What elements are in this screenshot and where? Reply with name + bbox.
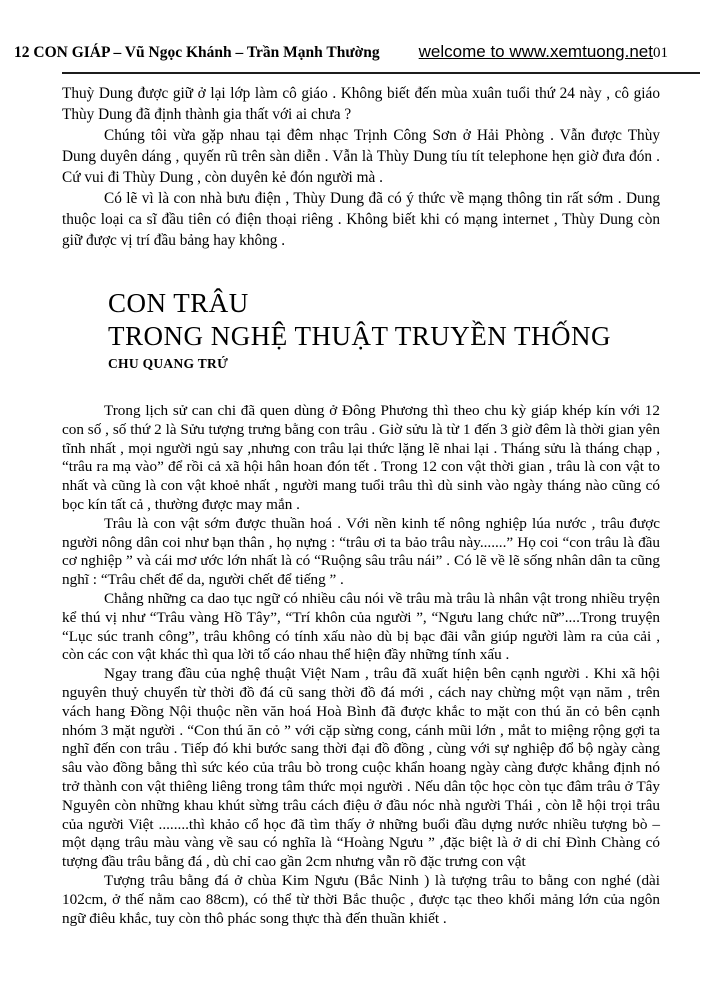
article-paragraph: Ngay trang đầu của nghệ thuật Việt Nam , trâu đã xuất hiện bên cạnh người . Khi xã hội nguyên thuỷ chuyển từ thời đồ đá cũ sang thời đồ đá mới , cách nay chừng một vạn năm , trên vách hang Đồng Nội thuộc nền văn hoá Hoà Bình đã được khắc to mặt con thú ăn cỏ bên cạnh nhóm 3 mặt người . “Con thú ăn cỏ ” với cặp sừng cong, cánh mũi lớn , mắt to miệng rộng gợi ta nghĩ đến con trâu . Tiếp đó khi bước sang thời đại đồ đồng , cùng với sự nghiệp đổ bộ ngày càng sâu vào đồng bằng thì sức kéo của trâu bò trong cuộc khẩn hoang ngày càng được khẳng định nó trở thành con vật thiêng liêng trong tâm thức mọi người . Nếu dân tộc học còn tục đâm trâu ở Tây Nguyên còn những khau khút sừng trâu cách điệu ở đầu nóc nhà người Thái , còn lễ hội trọi trâu của người Việt ........thì khảo cổ học đã tìm thấy ở những buổi đầu dựng nước nhiều tượng bò – một dạng trâu màu vàng về sau có nghĩa là “Hoàng Ngưu ” ,đặc biệt là ở di chỉ Đình Chàng có tượng đầu trâu bằng đá , dù chỉ cao gần 2cm nhưng vẫn rõ đặc trưng con vật [62,665,660,871]
page-content [62,83,660,928]
article-paragraph: Trâu là con vật sớm được thuần hoá . Với nền kinh tế nông nghiệp lúa nước , trâu được người nông dân coi như bạn thân , họ nựng : “trâu ơi ta bảo trâu này.......” Họ coi “con trâu là đầu cơ nghiệp ” và cái mơ ước lớn nhất là có “Ruộng sâu trâu nái” . Có lẽ về lẽ sống nhân dân ta cũng nghĩ : “Trâu chết để da, người chết để tiếng ” . [62,514,660,589]
book-title: 12 CON GIÁP – Vũ Ngọc Khánh – Trần Mạnh Thường [14,44,380,61]
intro-paragraph: Có lẽ vì là con nhà bưu điện , Thùy Dung đã có ý thức về mạng thông tin rất sớm . Dung thuộc loại ca sĩ đầu tiên có điện thoại riêng . Không biết khi có mạng internet , Thùy Dung còn giữ được vị trí đầu bảng hay không . [62,190,660,249]
article-paragraph: Tượng trâu bằng đá ở chùa Kim Ngưu (Bắc Ninh ) là tượng trâu to bằng con nghé (dài 102cm, ở thế nằm cao 88cm), có thể từ thời Bắc thuộc , được tạc theo khối mảng lớn của ngôn ngữ điêu khắc, tuy còn thô phác song thực thà đến thuần khiết . [62,871,660,927]
intro-paragraph: Chúng tôi vừa gặp nhau tại đêm nhạc Trịnh Công Sơn ở Hải Phòng . Vẫn được Thùy Dung duyên dáng , quyến rũ trên sàn diễn . Vẫn là Thùy Dung tíu tít telephone hẹn giờ đưa đón . Cứ vui đi Thùy Dung , còn duyên kẻ đón người mà . [62,127,660,186]
intro-section [62,83,660,251]
page-header [14,42,668,62]
header-right-group [419,42,668,62]
article-title-line2: TRONG NGHỆ THUẬT TRUYỀN THỐNG [108,321,611,351]
header-divider [62,72,700,74]
website-link[interactable]: welcome to www.xemtuong.net [418,42,653,61]
page-number: 01 [653,45,668,61]
article-title-block [108,287,660,372]
article-author: CHU QUANG TRỨ [108,356,229,371]
article-paragraph: Chẳng những ca dao tục ngữ có nhiều câu nói về trâu mà trâu là nhân vật trong nhiều tryện kể thú vị như “Trâu vàng Hồ Tây”, “Trí khôn của người ”, “Ngưu lang chức nữ”....Trong truyện “Lục súc tranh công”, trâu không có tính xấu nào dù bị bạc đãi vẫn giúp người làm ra của cải , còn các con vật khác thì qua lời tố cáo nhau thể hiện đầy những tính xấu . [62,589,660,664]
article-body [62,402,660,928]
article-title-line1: CON TRÂU [108,288,249,318]
article-paragraph: Trong lịch sử can chi đã quen dùng ở Đông Phương thì theo chu kỳ giáp khép kín với 12 con số , số thứ 2 là Sửu tượng trưng bằng con trâu . Giờ sửu là từ 1 đến 3 giờ đêm là thời gian yên tĩnh nhất , mọi người ngủ say ,nhưng con trâu lại thức lặng lẽ nhai lại . Tháng sửu là tháng chạp , “trâu ra mạ vào” để rồi cả xã hội hân hoan đón tết . Trong 12 con vật thời gian , trâu là con vật to nhất và cũng là con vật khoẻ nhất , người mang tuổi trâu thì dù sinh vào ngày tháng nào cũng có bọc kín tất cả , thường được may mắn . [62,402,660,513]
intro-paragraph: Thuỳ Dung được giữ ở lại lớp làm cô giáo . Không biết đến mùa xuân tuổi thứ 24 này , cô giáo Thùy Dung đã định thành gia thất với ai chưa ? [62,85,660,123]
